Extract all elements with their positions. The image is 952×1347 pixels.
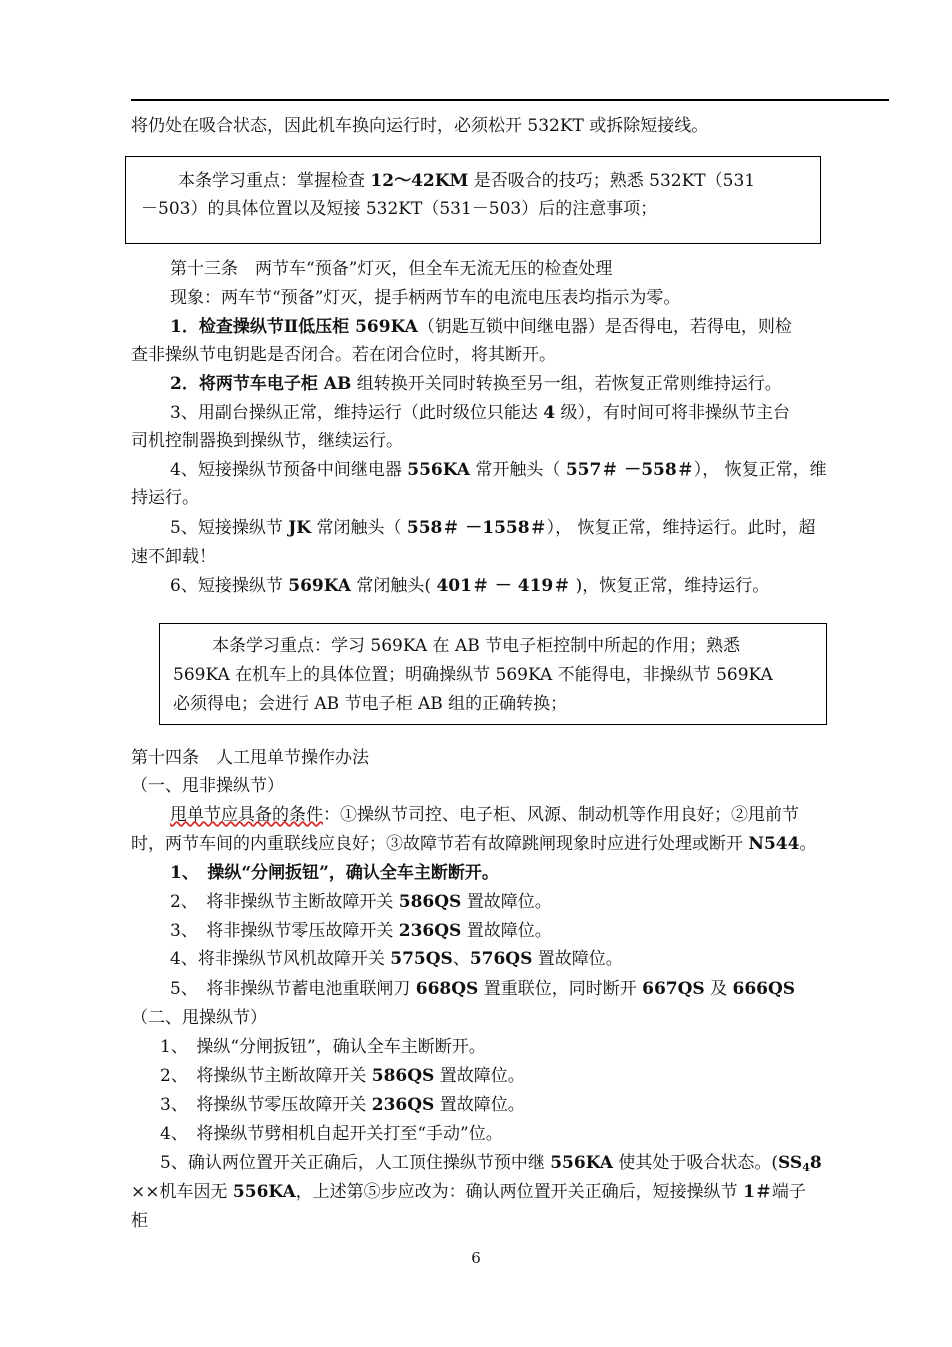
- part-2-step-1: 1、 操纵“分闸扳钮”，确认全车主断断开。: [160, 1037, 486, 1057]
- header-rule: [131, 99, 889, 101]
- box1-line-2: －503）的具体位置以及短接 532KT（531－503）后的注意事项；: [141, 199, 658, 219]
- part-1-step-4: 4、将非操纵节风机故障开关 575QS、576QS 置故障位。: [170, 949, 623, 969]
- key-points-box-2: [159, 623, 827, 725]
- article-13-step-1-cont: 查非操纵节电钥匙是否闭合。若在闭合位时，将其断开。: [131, 345, 556, 365]
- article-13-step-5-cont: 速不卸载！: [131, 547, 216, 567]
- part-2-heading: （二、甩操纵节）: [131, 1008, 267, 1028]
- article-13-step-2: 2．将两节车电子柜 AB 组转换开关同时转换至另一组，若恢复正常则维持运行。: [170, 374, 782, 394]
- page-number: 6: [471, 1249, 481, 1267]
- part-1-step-5: 5、 将非操纵节蓄电池重联闸刀 668QS 置重联位，同时断开 667QS 及 666QS: [170, 979, 796, 999]
- article-13-step-3-cont: 司机控制器换到操纵节，继续运行。: [131, 431, 403, 451]
- conditions-line-2: 时，两节车间的内重联线应良好；③故障节若有故障跳闸现象时应进行处理或断开 N544。: [131, 834, 817, 854]
- article-13-step-5: 5、短接操纵节 JK 常闭触头（ 558＃ －1558＃）， 恢复正常，维持运行。此时，超: [170, 518, 816, 538]
- article-13-step-4-cont: 持运行。: [131, 488, 199, 508]
- intro-line: 将仍处在吸合状态，因此机车换向运行时，必须松开 532KT 或拆除短接线。: [131, 116, 709, 136]
- part-1-step-1: 1、 操纵“分闸扳钮”，确认全车主断断开。: [170, 863, 499, 883]
- key-points-box-1: [125, 156, 821, 244]
- box2-line-2: 569KA 在机车上的具体位置；明确操纵节 569KA 不能得电，非操纵节 569KA: [173, 665, 773, 685]
- box1-line-1: 本条学习重点：掌握检查 12～42KM 是否吸合的技巧；熟悉 532KT（531: [178, 171, 756, 191]
- part-2-step-5-cont-2: 柜: [131, 1211, 148, 1231]
- box2-line-3: 必须得电；会进行 AB 节电子柜 AB 组的正确转换；: [173, 694, 568, 714]
- article-13-step-4: 4、短接操纵节预备中间继电器 556KA 常开触头（ 557＃ －558＃）， 恢复正常，维: [170, 460, 827, 480]
- part-2-step-5-cont: ××机车因无 556KA，上述第⑤步应改为：确认两位置开关正确后，短接操纵节 1＃端子: [131, 1182, 806, 1202]
- article-14-title: 第十四条 人工甩单节操作办法: [131, 748, 369, 768]
- part-2-step-5: 5、确认两位置开关正确后，人工顶住操纵节预中继 556KA 使其处于吸合状态。($SS_48$: [160, 1153, 822, 1174]
- part-1-step-2: 2、 将非操纵节主断故障开关 586QS 置故障位。: [170, 892, 552, 912]
- conditions-line-1: 甩单节应具备的条件：①操纵节司控、电子柜、风源、制动机等作用良好；②甩前节: [170, 805, 799, 825]
- article-13-phenomenon: 现象：两车节“预备”灯灭，提手柄两节车的电流电压表均指示为零。: [170, 288, 681, 308]
- part-1-step-3: 3、 将非操纵节零压故障开关 236QS 置故障位。: [170, 921, 552, 941]
- part-1-heading: （一、甩非操纵节）: [131, 776, 284, 796]
- article-13-step-1: 1．检查操纵节Ⅱ低压柜 569KA（钥匙互锁中间继电器）是否得电，若得电，则检: [170, 317, 792, 337]
- part-2-step-4: 4、 将操纵节劈相机自起开关打至“手动”位。: [160, 1124, 503, 1144]
- part-2-step-3: 3、 将操纵节零压故障开关 236QS 置故障位。: [160, 1095, 525, 1115]
- part-2-step-2: 2、 将操纵节主断故障开关 586QS 置故障位。: [160, 1066, 525, 1086]
- box2-line-1: 本条学习重点：学习 569KA 在 AB 节电子柜控制中所起的作用；熟悉: [212, 636, 741, 656]
- article-13-step-3: 3、用副台操纵正常，维持运行（此时级位只能达 4 级），有时间可将非操纵节主台: [170, 403, 790, 423]
- article-13-title: 第十三条 两节车“预备”灯灭，但全车无流无压的检查处理: [170, 259, 613, 279]
- article-13-step-6: 6、短接操纵节 569KA 常闭触头( 401＃ － 419＃ )，恢复正常，维持运行。: [170, 576, 770, 596]
